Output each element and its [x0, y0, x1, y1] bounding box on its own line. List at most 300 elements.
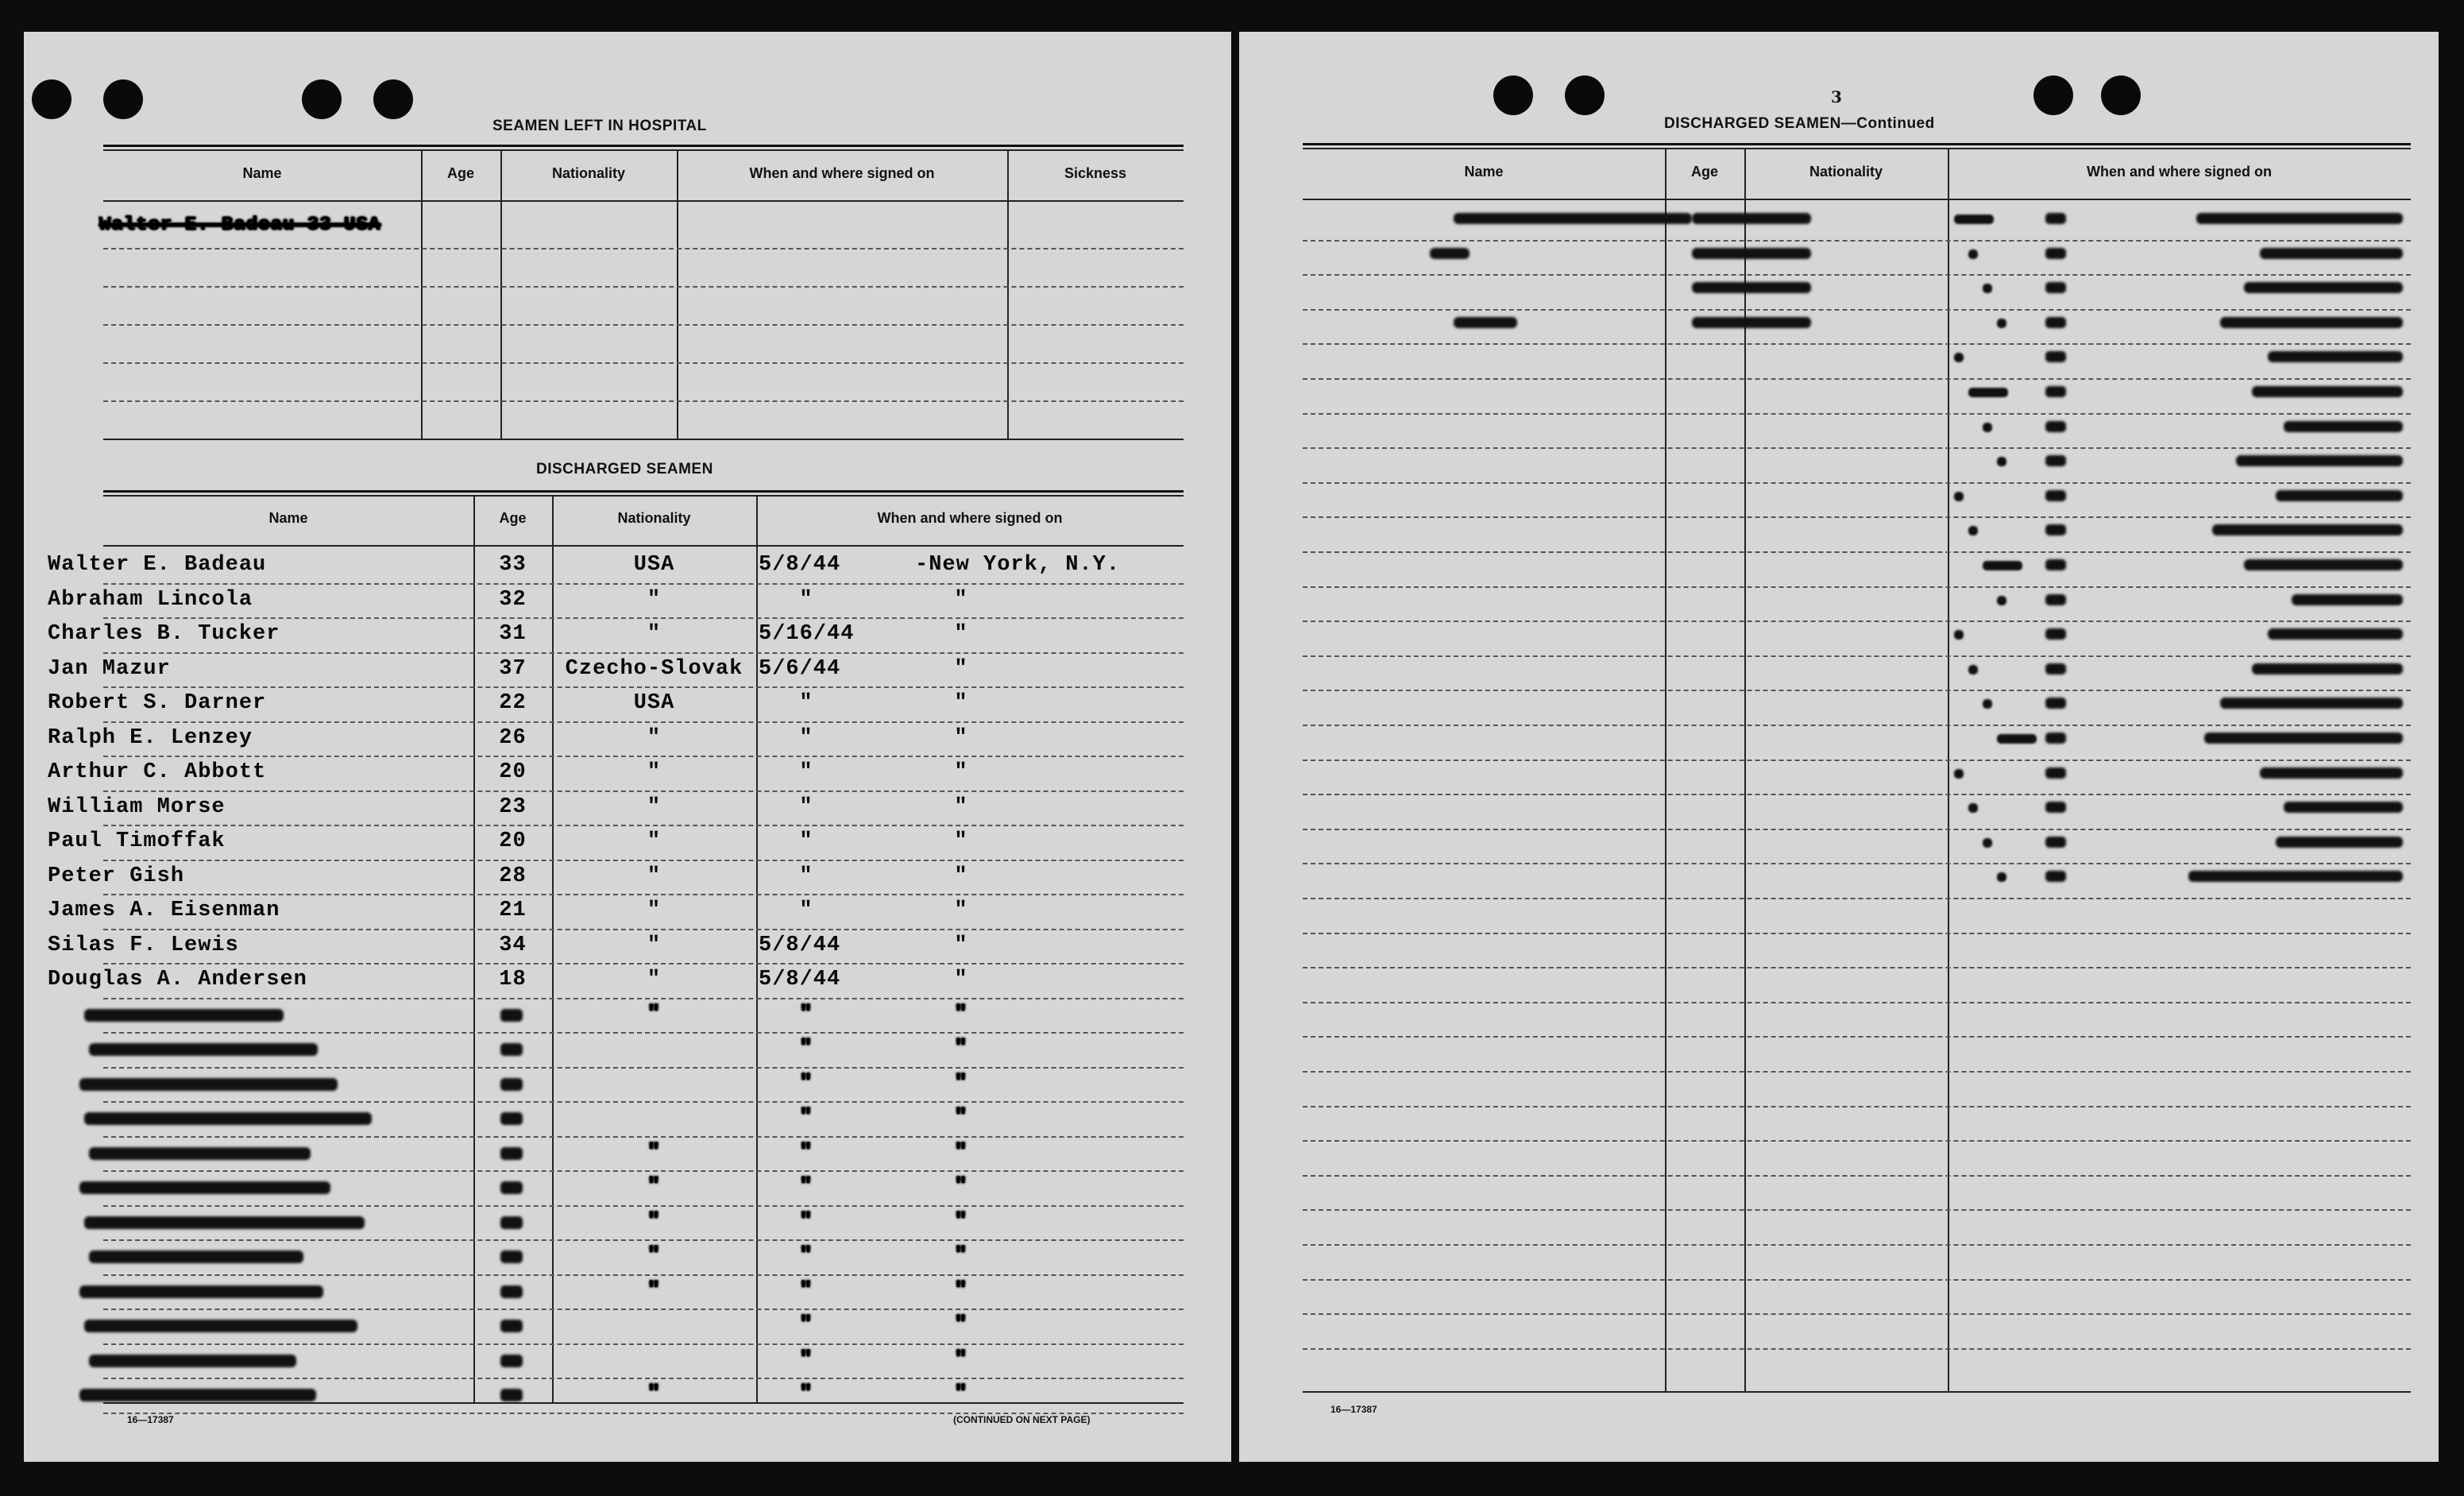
ink-blot — [1692, 248, 1811, 259]
row-rule — [1303, 1140, 2411, 1142]
signed-on-place: " — [954, 1037, 968, 1061]
ink-blot — [500, 1147, 523, 1160]
ink-blot — [2045, 213, 2066, 224]
discharged-section-title: DISCHARGED SEAMEN — [536, 461, 713, 477]
seaman-nationality: " — [647, 1244, 662, 1268]
seaman-nationality: " — [647, 726, 662, 750]
seaman-nationality: USA — [633, 691, 675, 715]
signed-on-place: " — [954, 1106, 968, 1130]
ink-blot — [2276, 490, 2403, 501]
hospital-header-signed-on: When and where signed on — [749, 165, 935, 181]
signed-on-date: " — [799, 864, 813, 888]
ink-blot — [1983, 838, 1992, 848]
ink-blot — [1983, 284, 1992, 293]
ink-blot — [2260, 767, 2403, 779]
rule — [103, 324, 1184, 326]
seaman-name: Douglas A. Andersen — [48, 968, 307, 992]
discharged-header-nationality: Nationality — [617, 510, 691, 526]
hospital-header-sickness: Sickness — [1064, 165, 1127, 181]
signed-on-date: " — [799, 1141, 813, 1165]
ink-blot — [79, 1181, 330, 1194]
row-rule — [103, 1309, 1184, 1310]
row-rule — [1303, 551, 2411, 553]
seaman-nationality: " — [647, 760, 662, 784]
signed-on-place: " — [954, 899, 968, 922]
ink-blot — [1983, 699, 1992, 709]
seaman-nationality: " — [647, 588, 662, 612]
seaman-name: Silas F. Lewis — [48, 934, 239, 957]
rule — [103, 545, 1184, 547]
seaman-nationality: " — [647, 1382, 662, 1406]
ink-blot — [1983, 561, 2022, 570]
rule — [103, 439, 1184, 440]
ink-blot — [1692, 213, 1811, 224]
ink-blot — [2045, 282, 2066, 293]
row-rule — [103, 860, 1184, 861]
row-rule — [103, 756, 1184, 757]
discharged-continued-title: DISCHARGED SEAMEN—Continued — [1664, 115, 1935, 132]
row-rule — [1303, 343, 2411, 345]
ink-blot — [2045, 559, 2066, 570]
rule — [1303, 1391, 2411, 1393]
row-rule — [1303, 1348, 2411, 1350]
right-page — [1239, 32, 2439, 1462]
ink-blot — [2045, 628, 2066, 640]
seaman-age: 20 — [499, 760, 527, 784]
row-rule — [1303, 413, 2411, 415]
ink-blot — [1954, 769, 1964, 779]
row-rule — [103, 1239, 1184, 1241]
ink-blot — [500, 1251, 523, 1263]
seaman-age: 26 — [499, 726, 527, 750]
row-rule — [1303, 690, 2411, 691]
ink-blot — [2045, 871, 2066, 882]
ink-blot — [79, 1285, 323, 1298]
ink-blot — [500, 1112, 523, 1125]
seaman-nationality: " — [647, 795, 662, 819]
row-rule — [103, 1136, 1184, 1138]
seaman-name: Arthur C. Abbott — [48, 760, 267, 784]
ink-blot — [2220, 317, 2403, 328]
seaman-name: Robert S. Darner — [48, 691, 267, 715]
ink-blot — [2196, 213, 2403, 224]
ink-blot — [2212, 524, 2403, 535]
ink-blot — [1454, 317, 1517, 328]
discharged-header-signed-on: When and where signed on — [877, 510, 1063, 526]
ink-blot — [79, 1389, 316, 1401]
row-rule — [1303, 447, 2411, 449]
signed-on-place: " — [954, 726, 968, 750]
ink-blot — [2292, 594, 2403, 605]
row-rule — [1303, 829, 2411, 830]
form-number: 16—17387 — [1330, 1404, 1377, 1415]
ink-blot — [89, 1355, 296, 1367]
ink-blot — [2188, 871, 2403, 882]
form-number: 16—17387 — [127, 1414, 174, 1425]
seaman-age: 21 — [499, 899, 527, 922]
seaman-nationality: " — [647, 899, 662, 922]
row-rule — [1303, 1036, 2411, 1038]
rule — [103, 495, 1184, 497]
signed-on-date: " — [799, 726, 813, 750]
row-rule — [103, 1343, 1184, 1345]
seaman-age: 37 — [499, 657, 527, 681]
seaman-nationality: " — [647, 934, 662, 957]
seaman-age: 31 — [499, 622, 527, 646]
seaman-name: Paul Timoffak — [48, 829, 226, 853]
ink-blot — [2220, 698, 2403, 709]
signed-on-place: " — [954, 1244, 968, 1268]
signed-on-place: " — [954, 829, 968, 853]
seaman-name: Jan Mazur — [48, 657, 171, 681]
ink-blot — [1968, 803, 1978, 813]
rule — [1303, 199, 2411, 200]
ink-blot — [1997, 319, 2006, 328]
row-rule — [103, 894, 1184, 895]
ink-blot — [2045, 248, 2066, 259]
row-rule — [1303, 794, 2411, 795]
row-rule — [103, 963, 1184, 964]
signed-on-date: " — [799, 588, 813, 612]
signed-on-date: " — [799, 1382, 813, 1406]
ink-blot — [1983, 423, 1992, 432]
ink-blot — [2252, 386, 2403, 397]
left-page — [24, 32, 1231, 1462]
row-rule — [1303, 240, 2411, 242]
rule — [103, 400, 1184, 402]
seaman-age: 33 — [499, 553, 527, 577]
seaman-nationality: " — [647, 1003, 662, 1026]
seaman-nationality: " — [647, 1175, 662, 1199]
ink-blot — [1430, 248, 1470, 259]
continued-note: (CONTINUED ON NEXT PAGE) — [953, 1414, 1091, 1425]
signed-on-place: " — [954, 934, 968, 957]
continued-header-signed-on: When and where signed on — [2086, 164, 2272, 180]
signed-on-place: " — [954, 864, 968, 888]
row-rule — [1303, 933, 2411, 934]
rule — [421, 149, 423, 439]
ink-blot — [2045, 421, 2066, 432]
signed-on-date: " — [799, 795, 813, 819]
seaman-nationality: " — [647, 829, 662, 853]
signed-on-place: " — [954, 691, 968, 715]
ink-blot — [500, 1078, 523, 1091]
seaman-age: 18 — [499, 968, 527, 992]
ink-blot — [500, 1216, 523, 1229]
discharged-header-age: Age — [499, 510, 527, 526]
signed-on-place: " — [954, 1279, 968, 1303]
ink-blot — [2268, 351, 2403, 362]
signed-on-date: " — [799, 829, 813, 853]
rule — [103, 149, 1184, 151]
row-rule — [103, 1067, 1184, 1069]
hospital-header-age: Age — [446, 165, 474, 181]
punch-hole — [2101, 75, 2141, 115]
ink-blot — [2045, 317, 2066, 328]
signed-on-place: " — [954, 1175, 968, 1199]
continued-header-name: Name — [1464, 164, 1504, 180]
row-rule — [103, 1170, 1184, 1172]
row-rule — [1303, 725, 2411, 726]
ink-blot — [2284, 802, 2403, 813]
row-rule — [1303, 1071, 2411, 1073]
ink-blot — [2045, 802, 2066, 813]
ink-blot — [89, 1251, 303, 1263]
ink-blot — [1968, 526, 1978, 535]
row-rule — [103, 998, 1184, 999]
seaman-nationality: " — [647, 968, 662, 992]
seaman-name: Walter E. Badeau — [48, 553, 267, 577]
signed-on-place: " — [954, 657, 968, 681]
signed-on-date: 5/16/44 — [759, 622, 855, 646]
ink-blot — [2045, 698, 2066, 709]
ink-blot — [2045, 767, 2066, 779]
row-rule — [103, 583, 1184, 585]
ink-blot — [2276, 837, 2403, 848]
seaman-nationality: " — [647, 1210, 662, 1234]
seaman-name: Peter Gish — [48, 864, 185, 888]
ink-blot — [1692, 317, 1811, 328]
seaman-age: 20 — [499, 829, 527, 853]
row-rule — [103, 791, 1184, 792]
seaman-name: James A. Eisenman — [48, 899, 280, 922]
seaman-nationality: " — [647, 1141, 662, 1165]
ink-blot — [84, 1112, 372, 1125]
ink-blot — [500, 1355, 523, 1367]
ink-blot — [2204, 733, 2403, 744]
ink-blot — [1954, 215, 1994, 224]
hospital-crossed-entry: Walter E. Badeau 33 USA — [99, 215, 381, 236]
row-rule — [1303, 1209, 2411, 1211]
punch-hole — [32, 79, 71, 119]
row-rule — [1303, 967, 2411, 968]
rule — [1665, 148, 1666, 1391]
ink-blot — [79, 1078, 338, 1091]
signed-on-place: " — [954, 1003, 968, 1026]
row-rule — [1303, 1313, 2411, 1315]
ink-blot — [2236, 455, 2403, 466]
rule — [103, 145, 1184, 147]
ink-blot — [2045, 524, 2066, 535]
seaman-nationality: " — [647, 622, 662, 646]
row-rule — [103, 1205, 1184, 1207]
ink-blot — [1968, 665, 1978, 675]
discharged-header-name: Name — [268, 510, 308, 526]
ink-blot — [500, 1043, 523, 1056]
signed-on-date: " — [799, 1244, 813, 1268]
rule — [1007, 149, 1009, 439]
ink-blot — [2244, 282, 2403, 293]
rule — [1744, 148, 1746, 1391]
seaman-age: 32 — [499, 588, 527, 612]
row-rule — [1303, 274, 2411, 276]
row-rule — [1303, 898, 2411, 899]
punch-hole — [2033, 75, 2073, 115]
row-rule — [1303, 1175, 2411, 1177]
signed-on-date: " — [799, 1106, 813, 1130]
ink-blot — [500, 1320, 523, 1332]
ink-blot — [500, 1009, 523, 1022]
ink-blot — [500, 1285, 523, 1298]
ink-blot — [2268, 628, 2403, 640]
signed-on-place: " — [954, 760, 968, 784]
signed-on-place: " — [954, 1210, 968, 1234]
ink-blot — [2045, 733, 2066, 744]
ink-blot — [1692, 282, 1811, 293]
ink-blot — [1968, 249, 1978, 259]
hospital-header-nationality: Nationality — [551, 165, 625, 181]
row-rule — [1303, 863, 2411, 864]
signed-on-place: " — [954, 1141, 968, 1165]
ink-blot — [2260, 248, 2403, 259]
ink-blot — [84, 1009, 284, 1022]
seaman-nationality: " — [647, 1279, 662, 1303]
row-rule — [103, 686, 1184, 688]
row-rule — [1303, 1279, 2411, 1281]
row-rule — [1303, 309, 2411, 311]
signed-on-date: " — [799, 899, 813, 922]
punch-hole — [103, 79, 143, 119]
signed-on-date: " — [799, 1037, 813, 1061]
seaman-name: William Morse — [48, 795, 226, 819]
page-number: 3 — [1831, 87, 1842, 106]
signed-on-date: " — [799, 1072, 813, 1096]
row-rule — [103, 1274, 1184, 1276]
seaman-name: Ralph E. Lenzey — [48, 726, 253, 750]
ink-blot — [2045, 386, 2066, 397]
signed-on-date: 5/6/44 — [759, 657, 841, 681]
hospital-header-name: Name — [242, 165, 282, 181]
hospital-section-title: SEAMEN LEFT IN HOSPITAL — [492, 118, 707, 134]
signed-on-place: " — [954, 795, 968, 819]
signed-on-place: -New York, N.Y. — [915, 553, 1121, 577]
signed-on-date: " — [799, 691, 813, 715]
signed-on-date: 5/8/44 — [759, 553, 841, 577]
rule — [103, 248, 1184, 249]
ink-blot — [1954, 630, 1964, 640]
rule — [103, 286, 1184, 288]
seaman-age: 22 — [499, 691, 527, 715]
ink-blot — [1997, 872, 2006, 882]
seaman-nationality: Czecho-Slovak — [565, 657, 743, 681]
ink-blot — [1997, 457, 2006, 466]
seaman-name: Charles B. Tucker — [48, 622, 280, 646]
row-rule — [1303, 1106, 2411, 1108]
ink-blot — [84, 1320, 357, 1332]
row-rule — [1303, 586, 2411, 588]
punch-hole — [302, 79, 342, 119]
row-rule — [103, 1378, 1184, 1379]
seaman-nationality: " — [647, 864, 662, 888]
rule — [1303, 148, 2411, 149]
ink-blot — [1968, 388, 2008, 397]
row-rule — [1303, 378, 2411, 380]
row-rule — [103, 721, 1184, 723]
rule — [103, 362, 1184, 364]
row-rule — [103, 1101, 1184, 1103]
rule — [103, 1402, 1184, 1404]
row-rule — [1303, 620, 2411, 622]
punch-hole — [373, 79, 413, 119]
signed-on-place: " — [954, 1382, 968, 1406]
punch-hole — [1565, 75, 1605, 115]
continued-header-age: Age — [1690, 164, 1718, 180]
row-rule — [1303, 655, 2411, 657]
signed-on-place: " — [954, 1313, 968, 1337]
ink-blot — [89, 1147, 311, 1160]
ink-blot — [2045, 490, 2066, 501]
seaman-age: 28 — [499, 864, 527, 888]
rule — [103, 490, 1184, 493]
ink-blot — [2045, 351, 2066, 362]
row-rule — [1303, 1002, 2411, 1003]
punch-hole — [1493, 75, 1533, 115]
continued-header-nationality: Nationality — [1809, 164, 1883, 180]
ink-blot — [1997, 596, 2006, 605]
row-rule — [103, 652, 1184, 654]
signed-on-date: 5/8/44 — [759, 968, 841, 992]
seaman-name: Abraham Lincola — [48, 588, 253, 612]
ink-blot — [89, 1043, 318, 1056]
row-rule — [1303, 482, 2411, 484]
ink-blot — [1997, 734, 2037, 744]
signed-on-date: " — [799, 1175, 813, 1199]
seaman-nationality: USA — [633, 553, 675, 577]
signed-on-place: " — [954, 1348, 968, 1372]
row-rule — [1303, 1244, 2411, 1246]
ink-blot — [500, 1181, 523, 1194]
signed-on-place: " — [954, 588, 968, 612]
ink-blot — [500, 1389, 523, 1401]
row-rule — [103, 617, 1184, 619]
signed-on-date: 5/8/44 — [759, 934, 841, 957]
ink-blot — [1954, 353, 1964, 362]
rule — [756, 495, 758, 1402]
signed-on-date: " — [799, 1003, 813, 1026]
row-rule — [103, 1032, 1184, 1034]
ink-blot — [2244, 559, 2403, 570]
row-rule — [1303, 760, 2411, 761]
signed-on-date: " — [799, 1279, 813, 1303]
signed-on-place: " — [954, 968, 968, 992]
row-rule — [1303, 516, 2411, 518]
signed-on-place: " — [954, 622, 968, 646]
ink-blot — [2284, 421, 2403, 432]
signed-on-place: " — [954, 1072, 968, 1096]
ink-blot — [2045, 455, 2066, 466]
ink-blot — [2045, 663, 2066, 675]
ink-blot — [2045, 594, 2066, 605]
row-rule — [103, 825, 1184, 826]
ink-blot — [1954, 492, 1964, 501]
signed-on-date: " — [799, 1313, 813, 1337]
signed-on-date: " — [799, 1210, 813, 1234]
signed-on-date: " — [799, 760, 813, 784]
rule — [1303, 143, 2411, 145]
rule — [1948, 148, 1949, 1391]
ink-blot — [1454, 213, 1692, 224]
rule — [103, 200, 1184, 202]
seaman-age: 23 — [499, 795, 527, 819]
seaman-age: 34 — [499, 934, 527, 957]
ink-blot — [84, 1216, 365, 1229]
row-rule — [103, 929, 1184, 930]
rule — [677, 149, 678, 439]
ink-blot — [2045, 837, 2066, 848]
rule — [500, 149, 502, 439]
signed-on-date: " — [799, 1348, 813, 1372]
ink-blot — [2252, 663, 2403, 675]
